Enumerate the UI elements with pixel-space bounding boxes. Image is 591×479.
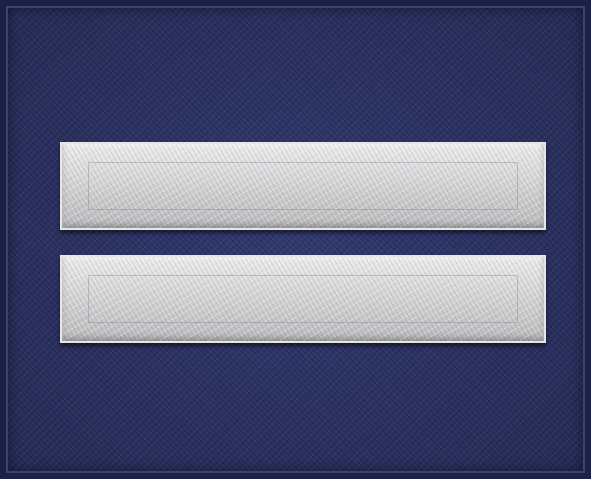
rank-stripe-top (60, 142, 546, 230)
rank-stripe-bottom (60, 255, 546, 343)
